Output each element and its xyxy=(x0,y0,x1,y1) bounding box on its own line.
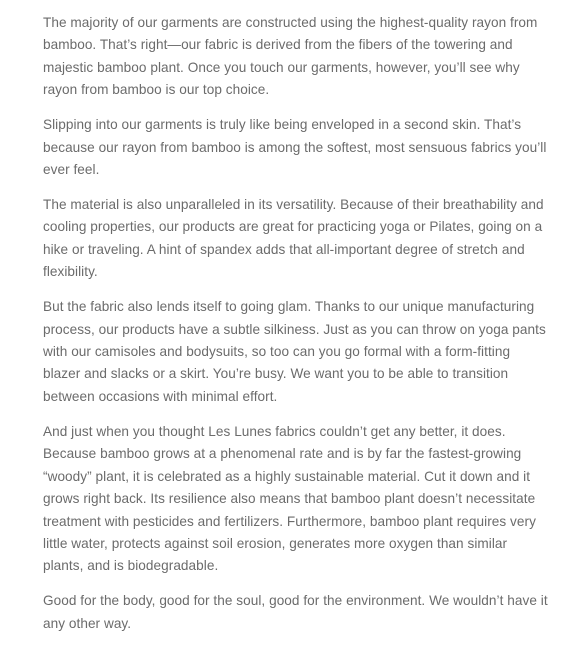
paragraph-second-skin: Slipping into our garments is truly like being enveloped in a second skin. That’s because our rayon from bamboo is among the softest, most sensuous fabrics you’ll ever feel. xyxy=(43,117,547,178)
paragraph-versatility: The material is also unparalleled in its versatility. Because of their breathability and cooling properties, our products are great for practicing yoga or Pilates, going on a hike or traveling. A hint of spandex adds that all-important degree of stretch and flexibility. xyxy=(43,197,544,280)
paragraph-going-glam: But the fabric also lends itself to going glam. Thanks to our unique manufacturing process, our products have a subtle silkiness. Just as you can throw on yoga pants with our camisoles and bodysuits, so too can you go formal with a form-fitting blazer and slacks or a skirt. You’re busy. We want you to be able to transition between occasions with minimal effort. xyxy=(43,299,546,404)
paragraph-bamboo-rayon-intro: The majority of our garments are constructed using the highest-quality rayon from bamboo. That’s right—our fabric is derived from the fibers of the towering and majestic bamboo plant. Once you touch our garments, however, you’ll see why rayon from bamboo is our top choice. xyxy=(43,15,538,98)
paragraph-closing: Good for the body, good for the soul, good for the environment. We wouldn’t have it any other way. xyxy=(43,593,548,631)
article-body xyxy=(43,12,549,648)
paragraph-sustainability: And just when you thought Les Lunes fabrics couldn’t get any better, it does. Because bamboo grows at a phenomenal rate and is by far the fastest-growing “woody” plant, it is celebrated as a highly sustainable material. Cut it down and it grows right back. Its resilience also means that bamboo plant doesn’t necessitate treatment with pesticides and fertilizers. Furthermore, bamboo plant requires very little water, protects against soil erosion, generates more oxygen than similar plants, and is biodegradable. xyxy=(43,423,536,574)
